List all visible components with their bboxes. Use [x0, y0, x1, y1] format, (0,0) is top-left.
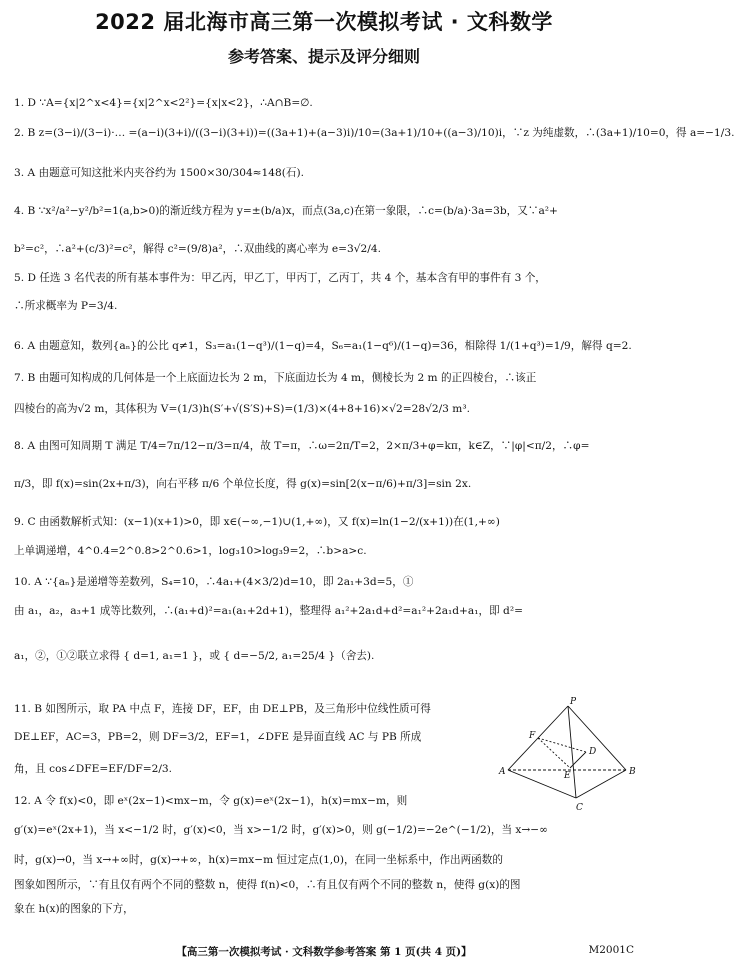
- answer-line: 8. A 由图可知周期 T 满足 T/4=7π/12−π/3=π/4，故 T=π，∴ω=2π/T=2，2×π/3+φ=kπ，k∈Z，∵|φ|<π/2，∴φ=: [14, 440, 590, 452]
- page-title: 2022 届北海市高三第一次模拟考试 · 文科数学: [95, 10, 553, 34]
- answer-line: 象在 h(x)的图象的下方，: [14, 903, 134, 915]
- answer-line: 2. B z=(3−i)/(3−i)·… =(a−i)(3+i)/((3−i)(3+i))=((3a+1)+(a−3)i)/10=(3a+1)/10+((a−3)/10)i，∵z 为纯虚数，∴(3a+1)/10=0，得 a=−1/3.: [14, 127, 734, 139]
- document-code: M2001C: [588, 944, 634, 956]
- answer-line: b²=c²，∴a²+(c/3)²=c²，解得 c²=(9/8)a²，∴双曲线的离心率为 e=3√2/4.: [14, 243, 381, 255]
- answer-line: 由 a₁，a₂，a₃+1 成等比数列，∴(a₁+d)²=a₁(a₁+2d+1)，整理得 a₁²+2a₁d+d²=a₁²+2a₁d+a₁，即 d²=: [14, 605, 523, 617]
- answer-line: 3. A 由题意可知这批米内夹谷约为 1500×30/304≈148(石).: [14, 167, 305, 179]
- answer-line: ∴所求概率为 P=3/4.: [14, 300, 118, 312]
- vertex-label: C: [576, 803, 583, 813]
- answer-line: 5. D 任选 3 名代表的所有基本事件为：甲乙丙，甲乙丁，甲丙丁，乙丙丁，共 4 个，基本含有甲的事件有 3 个，: [14, 272, 546, 284]
- answer-line: 6. A 由题意知，数列{aₙ}的公比 q≠1，S₃=a₁(1−q³)/(1−q)=4，S₆=a₁(1−q⁶)/(1−q)=36，相除得 1/(1+q³)=1/9，解得 q=2.: [14, 340, 632, 352]
- answer-line: 11. B 如图所示，取 PA 中点 F，连接 DF，EF，由 DE⊥PB，及三角形中位线性质可得: [14, 703, 431, 715]
- answer-line: 四棱台的高为√2 m，其体积为 V=(1/3)h(S′+√(S′S)+S)=(1/3)×(4+8+16)×√2=28√2/3 m³.: [14, 403, 470, 415]
- answer-line: a₁，②，①②联立求得 { d=1, a₁=1 }，或 { d=−5/2, a₁=25/4 }（舍去).: [14, 650, 375, 662]
- vertex-label: P: [570, 697, 577, 707]
- vertex-label: F: [529, 731, 536, 741]
- answer-line: 10. A ∵{aₙ}是递增等差数列，S₄=10，∴4a₁+(4×3/2)d=10，即 2a₁+3d=5，①: [14, 576, 414, 588]
- vertex-label: B: [629, 767, 636, 777]
- page-subtitle: 参考答案、提示及评分细则: [227, 47, 420, 66]
- answer-line: 1. D ∵A={x|2^x<4}={x|2^x<2²}={x|x<2}，∴A∩B=∅.: [14, 97, 313, 109]
- answer-line: 时，g(x)→0，当 x→+∞时，g(x)→+∞，h(x)=mx−m 恒过定点(1,0)，在同一坐标系中，作出两函数的: [14, 854, 503, 866]
- answer-line: 7. B 由题可知构成的几何体是一个上底面边长为 2 m，下底面边长为 4 m，侧棱长为 2 m 的正四棱台，∴该正: [14, 372, 537, 384]
- vertex-label: D: [589, 747, 597, 757]
- pyramid-figure: [498, 697, 638, 813]
- answer-line: g′(x)=eˣ(2x+1)，当 x<−1/2 时，g′(x)<0，当 x>−1/2 时，g′(x)>0，则 g(−1/2)=−2e^(−1/2)，当 x→−∞: [14, 824, 548, 836]
- vertex-label: E: [564, 771, 571, 781]
- answer-line: 9. C 由函数解析式知：(x−1)(x+1)>0，即 x∈(−∞,−1)∪(1,+∞)，又 f(x)=ln(1−2/(x+1))在(1,+∞): [14, 516, 500, 528]
- answer-line: DE⊥EF，AC=3，PB=2，则 DF=3/2，EF=1，∠DFE 是异面直线 AC 与 PB 所成: [14, 731, 422, 743]
- answer-line: 4. B ∵x²/a²−y²/b²=1(a,b>0)的渐近线方程为 y=±(b/a)x，而点(3a,c)在第一象限，∴c=(b/a)·3a=3b，又∵a²+: [14, 205, 558, 217]
- page-footer: 【高三第一次模拟考试 · 文科数学参考答案 第 1 页(共 4 页)】: [176, 946, 472, 958]
- answer-line: 角，且 cos∠DFE=EF/DF=2/3.: [14, 763, 173, 775]
- answer-line: π/3，即 f(x)=sin(2x+π/3)，向右平移 π/6 个单位长度，得 g(x)=sin[2(x−π/6)+π/3]=sin 2x.: [14, 478, 472, 490]
- answer-line: 12. A 令 f(x)<0，即 eˣ(2x−1)<mx−m，令 g(x)=eˣ(2x−1)，h(x)=mx−m，则: [14, 795, 408, 807]
- vertex-label: A: [499, 767, 506, 777]
- answer-line: 图象如图所示，∵有且仅有两个不同的整数 n，使得 f(n)<0，∴有且仅有两个不同的整数 n，使得 g(x)的图: [14, 879, 521, 891]
- answer-line: 上单调递增，4^0.4=2^0.8>2^0.6>1，log₃10>log₃9=2，∴b>a>c.: [14, 545, 367, 557]
